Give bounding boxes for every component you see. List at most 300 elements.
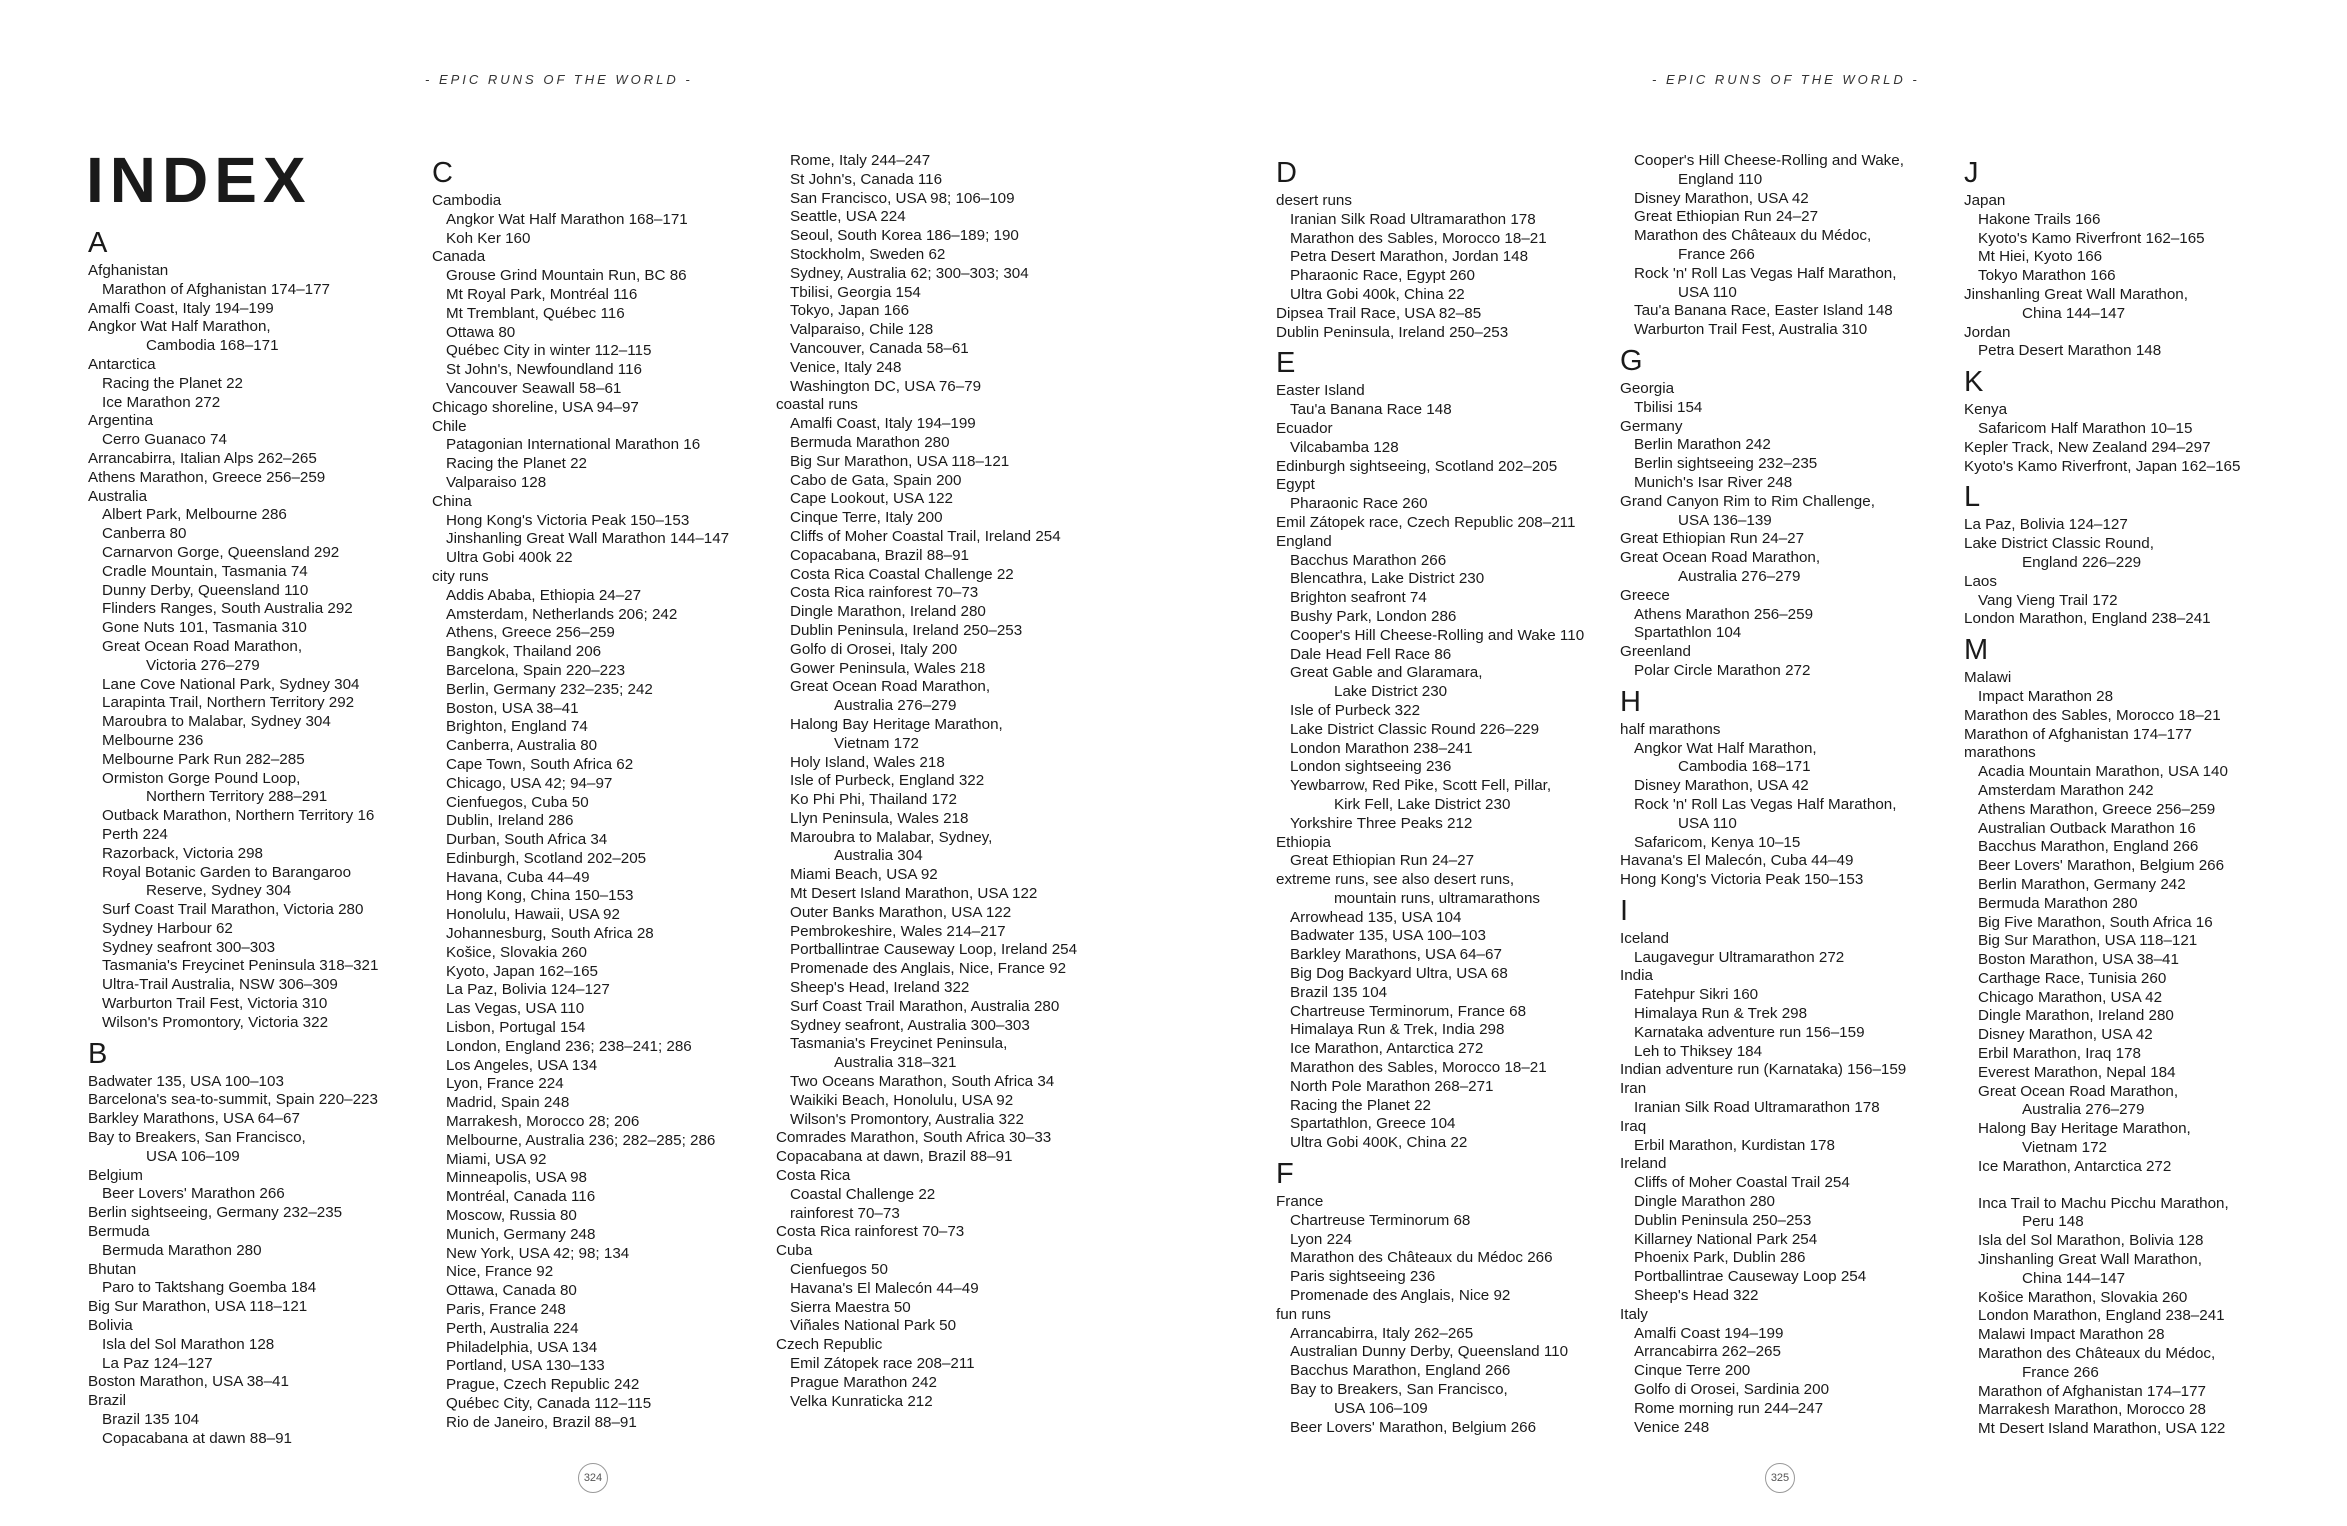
index-subentry: Marrakesh, Morocco 28; 206: [446, 1113, 640, 1131]
index-subentry: Jinshanling Great Wall Marathon,: [1978, 1251, 2202, 1269]
index-subentry: Lisbon, Portugal 154: [446, 1019, 586, 1037]
index-entry: Malawi: [1964, 669, 2012, 687]
index-subentry: Ko Phi Phi, Thailand 172: [790, 791, 957, 809]
index-subentry: Québec City in winter 112–115: [446, 342, 652, 360]
index-entry: Australia: [88, 487, 148, 505]
index-subentry: Tasmania's Freycinet Peninsula 318–321: [102, 957, 379, 975]
index-subentry: Perth, Australia 224: [446, 1319, 579, 1337]
index-subentry: Pharaonic Race, Egypt 260: [1290, 267, 1475, 285]
index-subentry: Patagonian International Marathon 16: [446, 436, 701, 454]
index-subentry: Isle of Purbeck, England 322: [790, 772, 985, 790]
index-subentry: Himalaya Run & Trek 298: [1634, 1005, 1808, 1023]
index-subentry: Edinburgh, Scotland 202–205: [446, 849, 647, 867]
index-section-letter: M: [1964, 634, 1989, 667]
index-entry: Lake District Classic Round,: [1964, 535, 2154, 553]
index-entry: London Marathon, England 238–241: [1964, 610, 2211, 628]
index-subentry: Chicago Marathon, USA 42: [1978, 988, 2163, 1006]
index-subentry: Las Vegas, USA 110: [446, 1000, 585, 1018]
index-subentry: Llyn Peninsula, Wales 218: [790, 809, 969, 827]
index-subentry: Dublin, Ireland 286: [446, 812, 574, 830]
index-subentry: Mt Hiei, Kyoto 166: [1978, 248, 2103, 266]
index-subentry: Mt Royal Park, Montréal 116: [446, 285, 638, 303]
index-subentry: Philadelphia, USA 134: [446, 1338, 598, 1356]
index-subentry: Minneapolis, USA 98: [446, 1169, 587, 1187]
index-subentry: Koh Ker 160: [446, 229, 531, 247]
index-subentry: Flinders Ranges, South Australia 292: [102, 600, 353, 618]
index-subentry: Phoenix Park, Dublin 286: [1634, 1249, 1806, 1267]
index-subentry: Vancouver, Canada 58–61: [790, 339, 969, 357]
index-subentry: Tbilisi 154: [1634, 398, 1703, 416]
index-subentry: Kyoto, Japan 162–165: [446, 962, 599, 980]
index-subentry: Durban, South Africa 34: [446, 831, 608, 849]
index-subentry: London Marathon 238–241: [1290, 739, 1473, 757]
index-entry: Kepler Track, New Zealand 294–297: [1964, 438, 2211, 456]
index-entry: marathons: [1964, 744, 2036, 762]
index-subentry: Marathon of Afghanistan 174–177: [1978, 1382, 2206, 1400]
index-subentry: Kyoto's Kamo Riverfront 162–165: [1978, 229, 2205, 247]
index-entry: desert runs: [1276, 192, 1352, 209]
index-entry-continuation: Australia 318–321: [834, 1054, 957, 1072]
index-subentry: Cooper's Hill Cheese-Rolling and Wake,: [1634, 152, 1904, 169]
index-subentry: Waikiki Beach, Honolulu, USA 92: [790, 1091, 1014, 1109]
index-subentry: Great Ethiopian Run 24–27: [1634, 208, 1819, 226]
index-subentry: Angkor Wat Half Marathon,: [1634, 739, 1817, 757]
index-subentry: Perth 224: [102, 825, 168, 843]
index-subentry: Outer Banks Marathon, USA 122: [790, 903, 1012, 921]
index-entry: Great Ethiopian Run 24–27: [1620, 530, 1805, 548]
index-subentry: Addis Ababa, Ethiopia 24–27: [446, 586, 642, 604]
index-subentry: Chartreuse Terminorum 68: [1290, 1211, 1471, 1229]
index-entry: Kenya: [1964, 401, 2008, 419]
index-entry: Georgia: [1620, 379, 1675, 397]
index-subentry: Washington DC, USA 76–79: [790, 377, 982, 395]
index-subentry: Australian Dunny Derby, Queensland 110: [1290, 1343, 1569, 1361]
index-subentry: Canberra, Australia 80: [446, 737, 598, 755]
index-subentry: Carthage Race, Tunisia 260: [1978, 969, 2167, 987]
index-column-5: [1620, 152, 1920, 1437]
index-subentry: Malawi Impact Marathon 28: [1978, 1326, 2165, 1344]
index-subentry: Isle of Purbeck 322: [1290, 701, 1421, 719]
index-subentry: Dingle Marathon 280: [1634, 1193, 1775, 1211]
index-subentry: Bay to Breakers, San Francisco,: [1290, 1381, 1508, 1399]
index-entry-continuation: USA 110: [1678, 814, 1737, 832]
index-subentry: Rio de Janeiro, Brazil 88–91: [446, 1413, 637, 1431]
index-entry: Barkley Marathons, USA 64–67: [88, 1110, 300, 1128]
index-subentry: Great Ocean Road Marathon,: [102, 637, 303, 655]
index-entry: Bolivia: [88, 1317, 133, 1335]
index-subentry: Marathon des Sables, Morocco 18–21: [1290, 229, 1547, 247]
index-subentry: Angkor Wat Half Marathon 168–171: [446, 210, 688, 228]
index-subentry: Lyon, France 224: [446, 1075, 564, 1093]
index-subentry: Great Ocean Road Marathon,: [790, 678, 991, 696]
index-subentry: Polar Circle Marathon 272: [1634, 661, 1811, 679]
index-section-letter: F: [1276, 1158, 1294, 1191]
running-header-left: - EPIC RUNS OF THE WORLD -: [425, 72, 693, 87]
index-subentry: Surf Coast Trail Marathon, Australia 280: [790, 997, 1060, 1015]
index-subentry: Prague Marathon 242: [790, 1373, 937, 1391]
index-subentry: Isla del Sol Marathon 128: [102, 1335, 275, 1353]
index-section-letter: I: [1620, 894, 1629, 927]
index-subentry: Cinque Terre, Italy 200: [790, 509, 943, 527]
index-subentry: Grouse Grind Mountain Run, BC 86: [446, 267, 687, 285]
index-subentry: London sightseeing 236: [1290, 758, 1452, 776]
index-subentry: Arrowhead 135, USA 104: [1290, 908, 1462, 926]
index-subentry: Sheep's Head, Ireland 322: [790, 979, 970, 997]
index-subentry: Dublin Peninsula 250–253: [1634, 1211, 1812, 1229]
index-subentry: Golfo di Orosei, Italy 200: [790, 640, 958, 658]
index-subentry: Rock 'n' Roll Las Vegas Half Marathon,: [1634, 264, 1897, 282]
index-entry-continuation: France 266: [2022, 1363, 2099, 1381]
index-subentry: Everest Marathon, Nepal 184: [1978, 1063, 2176, 1081]
index-entry: Emil Zátopek race, Czech Republic 208–211: [1276, 513, 1576, 531]
index-subentry: Brighton, England 74: [446, 718, 588, 736]
index-subentry: Lyon 224: [1290, 1230, 1352, 1248]
index-subentry: Dunny Derby, Queensland 110: [102, 581, 309, 599]
index-subentry: Vang Vieng Trail 172: [1978, 591, 2118, 609]
index-column-4: [1276, 152, 1585, 1437]
index-entry: Cambodia: [432, 192, 502, 209]
index-subentry: Marathon des Châteaux du Médoc,: [1634, 227, 1872, 245]
index-entry: Jinshanling Great Wall Marathon,: [1964, 285, 2188, 303]
index-subentry: Canberra 80: [102, 525, 187, 543]
running-header-right: - EPIC RUNS OF THE WORLD -: [1652, 72, 1920, 87]
index-subentry: Košice, Slovakia 260: [446, 943, 587, 961]
index-spacer: [1964, 1177, 2264, 1195]
index-column-1: [88, 222, 388, 1449]
index-entry-continuation: Kirk Fell, Lake District 230: [1334, 795, 1511, 813]
index-subentry: La Paz 124–127: [102, 1354, 213, 1372]
index-entry-continuation: Australia 276–279: [2022, 1101, 2145, 1119]
index-entry-continuation: Lake District 230: [1334, 683, 1448, 701]
index-subentry: Bacchus Marathon 266: [1290, 551, 1447, 569]
index-entry: Dipsea Trail Race, USA 82–85: [1276, 304, 1482, 322]
index-section-letter: D: [1276, 157, 1297, 189]
index-subentry: Halong Bay Heritage Marathon,: [1978, 1120, 2191, 1138]
index-entry: Indian adventure run (Karnataka) 156–159: [1620, 1061, 1907, 1079]
index-entry: Kyoto's Kamo Riverfront, Japan 162–165: [1964, 457, 2241, 475]
index-section-letter: G: [1620, 344, 1643, 377]
index-subentry: Lake District Classic Round 226–229: [1290, 720, 1540, 738]
index-entry: Ethiopia: [1276, 833, 1331, 851]
index-subentry: Valparaiso, Chile 128: [790, 321, 934, 339]
index-subentry: Jinshanling Great Wall Marathon 144–147: [446, 530, 730, 548]
index-entry: Chile: [432, 417, 467, 435]
index-entry: China: [432, 492, 472, 510]
index-subentry: Cinque Terre 200: [1634, 1362, 1751, 1380]
index-subentry: Carnarvon Gorge, Queensland 292: [102, 543, 340, 561]
index-subentry: Erbil Marathon, Iraq 178: [1978, 1045, 2141, 1063]
index-entry-continuation: Cambodia 168–171: [146, 337, 279, 355]
index-subentry: Wilson's Promontory, Victoria 322: [102, 1013, 329, 1031]
index-subentry: Portballintrae Causeway Loop, Ireland 254: [790, 941, 1078, 959]
index-subentry: Dale Head Fell Race 86: [1290, 645, 1452, 663]
index-subentry: Munich, Germany 248: [446, 1225, 596, 1243]
index-section-letter: A: [88, 227, 108, 259]
index-subentry: Cienfuegos, Cuba 50: [446, 793, 589, 811]
index-subentry: Amalfi Coast 194–199: [1634, 1324, 1784, 1342]
index-subentry: Impact Marathon 28: [1978, 687, 2114, 705]
index-subentry: Paro to Taktshang Goemba 184: [102, 1279, 317, 1297]
index-subentry: Tasmania's Freycinet Peninsula,: [790, 1035, 1008, 1053]
index-entry-continuation: USA 106–109: [1334, 1399, 1428, 1417]
index-subentry: St John's, Newfoundland 116: [446, 361, 642, 379]
index-subentry: Johannesburg, South Africa 28: [446, 925, 654, 943]
index-subentry: Erbil Marathon, Kurdistan 178: [1634, 1136, 1835, 1154]
index-entry-continuation: mountain runs, ultramarathons: [1334, 889, 1540, 907]
index-section-letter: K: [1964, 366, 1984, 399]
index-subentry: Big Sur Marathon, USA 118–121: [790, 452, 1010, 470]
index-section-letter: B: [88, 1037, 108, 1070]
index-section-letter: H: [1620, 685, 1641, 718]
index-subentry: Sydney, Australia 62; 300–303; 304: [790, 264, 1029, 282]
index-subentry: San Francisco, USA 98; 106–109: [790, 189, 1015, 207]
index-subentry: Karnataka adventure run 156–159: [1634, 1023, 1865, 1041]
index-entry: extreme runs, see also desert runs,: [1276, 871, 1515, 889]
index-subentry: Disney Marathon, USA 42: [1978, 1026, 2153, 1044]
index-entry: Havana's El Malecón, Cuba 44–49: [1620, 852, 1854, 870]
index-subentry: Marathon des Châteaux du Médoc,: [1978, 1345, 2216, 1363]
index-entry: Costa Rica: [776, 1167, 851, 1185]
index-subentry: Leh to Thiksey 184: [1634, 1042, 1763, 1060]
index-entry: England: [1276, 532, 1332, 550]
index-subentry: North Pole Marathon 268–271: [1290, 1077, 1494, 1095]
index-subentry: Miami Beach, USA 92: [790, 866, 938, 884]
index-subentry: Big Five Marathon, South Africa 16: [1978, 913, 2213, 931]
index-entry: Germany: [1620, 417, 1683, 435]
index-subentry: Maroubra to Malabar, Sydney 304: [102, 713, 331, 731]
index-subentry: Mt Desert Island Marathon, USA 122: [790, 885, 1038, 903]
index-subentry: Berlin sightseeing 232–235: [1634, 455, 1818, 473]
index-entry: Bhutan: [88, 1260, 137, 1278]
index-subentry: Melbourne Park Run 282–285: [102, 750, 305, 768]
index-subentry: Blencathra, Lake District 230: [1290, 570, 1485, 588]
index-entry-continuation: Australia 276–279: [834, 697, 957, 715]
index-subentry: Bermuda Marathon 280: [102, 1241, 262, 1259]
index-entry: La Paz, Bolivia 124–127: [1964, 516, 2128, 534]
index-entry: Antarctica: [88, 355, 156, 373]
index-subentry: Beer Lovers' Marathon, Belgium 266: [1978, 857, 2225, 875]
index-entry: Ecuador: [1276, 419, 1333, 437]
index-subentry: Amsterdam Marathon 242: [1978, 781, 2154, 799]
index-subentry: Amalfi Coast, Italy 194–199: [790, 415, 976, 433]
index-entry: Bermuda: [88, 1223, 150, 1241]
index-entry: Marathon des Sables, Morocco 18–21: [1964, 706, 2221, 724]
index-subentry: Cienfuegos 50: [790, 1261, 888, 1279]
index-subentry: Tau'a Banana Race, Easter Island 148: [1634, 302, 1893, 320]
index-entry: coastal runs: [776, 396, 858, 414]
index-subentry: Gower Peninsula, Wales 218: [790, 659, 986, 677]
index-subentry: Safaricom, Kenya 10–15: [1634, 833, 1801, 851]
index-subentry: Havana, Cuba 44–49: [446, 868, 590, 886]
index-subentry: Tokyo, Japan 166: [790, 302, 910, 320]
index-subentry: Marathon des Châteaux du Médoc 266: [1290, 1249, 1553, 1267]
index-entry-continuation: Reserve, Sydney 304: [146, 882, 292, 900]
index-subentry: Beer Lovers' Marathon, Belgium 266: [1290, 1418, 1537, 1436]
index-column-3: [776, 152, 1076, 1411]
index-entry: Berlin sightseeing, Germany 232–235: [88, 1204, 343, 1222]
index-subentry: Montréal, Canada 116: [446, 1188, 596, 1206]
index-entry: Big Sur Marathon, USA 118–121: [88, 1298, 308, 1316]
index-subentry: Albert Park, Melbourne 286: [102, 506, 287, 524]
index-entry: Afghanistan: [88, 262, 169, 279]
index-subentry: Barcelona, Spain 220–223: [446, 661, 626, 679]
index-entry-continuation: Australia 276–279: [1678, 567, 1801, 585]
index-entry: Copacabana at dawn, Brazil 88–91: [776, 1148, 1013, 1166]
index-subentry: Dublin Peninsula, Ireland 250–253: [790, 621, 1023, 639]
index-subentry: Isla del Sol Marathon, Bolivia 128: [1978, 1232, 2204, 1250]
index-subentry: Sydney seafront, Australia 300–303: [790, 1016, 1030, 1034]
index-subentry: Sheep's Head 322: [1634, 1287, 1759, 1305]
index-subentry: Cape Town, South Africa 62: [446, 755, 634, 773]
index-subentry: Athens Marathon, Greece 256–259: [1978, 800, 2216, 818]
index-subentry: Gone Nuts 101, Tasmania 310: [102, 619, 307, 637]
index-subentry: Ormiston Gorge Pound Loop,: [102, 769, 301, 787]
index-subentry: Madrid, Spain 248: [446, 1094, 570, 1112]
index-entry: Egypt: [1276, 476, 1315, 494]
index-subentry: Killarney National Park 254: [1634, 1230, 1818, 1248]
index-subentry: Miami, USA 92: [446, 1150, 547, 1168]
index-subentry: Costa Rica Coastal Challenge 22: [790, 565, 1014, 583]
index-subentry: Coastal Challenge 22: [790, 1185, 936, 1203]
index-entry-continuation: USA 106–109: [146, 1147, 240, 1165]
index-entry: Iran: [1620, 1080, 1647, 1098]
index-entry: Argentina: [88, 412, 154, 430]
index-subentry: Yewbarrow, Red Pike, Scott Fell, Pillar,: [1290, 777, 1552, 795]
index-subentry: Laugavegur Ultramarathon 272: [1634, 948, 1845, 966]
index-subentry: Sydney Harbour 62: [102, 919, 233, 937]
index-entry-continuation: China 144–147: [2022, 304, 2126, 322]
index-entry: half marathons: [1620, 720, 1721, 738]
index-subentry: Disney Marathon, USA 42: [1634, 189, 1809, 207]
index-subentry: Tokyo Marathon 166: [1978, 267, 2116, 285]
index-column-6: [1964, 152, 2264, 1439]
index-entry: Ireland: [1620, 1155, 1667, 1173]
index-subentry: Cliffs of Moher Coastal Trail 254: [1634, 1174, 1850, 1192]
index-subentry: Inca Trail to Machu Picchu Marathon,: [1978, 1194, 2229, 1212]
index-subentry: Velka Kunraticka 212: [790, 1392, 933, 1410]
index-subentry: Razorback, Victoria 298: [102, 844, 263, 862]
index-subentry: Rome, Italy 244–247: [790, 152, 931, 169]
index-subentry: Petra Desert Marathon, Jordan 148: [1290, 248, 1529, 266]
index-entry: Jordan: [1964, 323, 2011, 341]
index-subentry: Big Sur Marathon, USA 118–121: [1978, 932, 2198, 950]
index-entry-continuation: China 144–147: [2022, 1269, 2126, 1287]
page-number-left: 324: [578, 1463, 608, 1493]
index-subentry: Acadia Mountain Marathon, USA 140: [1978, 763, 2228, 781]
index-subentry: Tau'a Banana Race 148: [1290, 401, 1452, 419]
index-entry: Iceland: [1620, 929, 1669, 947]
index-subentry: Vancouver Seawall 58–61: [446, 379, 622, 397]
index-subentry: Great Ocean Road Marathon,: [1978, 1082, 2179, 1100]
index-subentry: Cabo de Gata, Spain 200: [790, 471, 962, 489]
index-section-letter: J: [1964, 157, 1979, 189]
page-title: INDEX: [86, 144, 312, 216]
index-entry-continuation: Peru 148: [2022, 1213, 2084, 1231]
index-subentry: Dingle Marathon, Ireland 280: [1978, 1007, 2174, 1025]
index-subentry: La Paz, Bolivia 124–127: [446, 981, 610, 999]
index-subentry: Hakone Trails 166: [1978, 210, 2101, 228]
index-subentry: Barkley Marathons, USA 64–67: [1290, 946, 1502, 964]
index-subentry: Munich's Isar River 248: [1634, 473, 1793, 491]
index-entry: Arrancabirra, Italian Alps 262–265: [88, 449, 317, 467]
index-subentry: Tbilisi, Georgia 154: [790, 283, 921, 301]
index-subentry: Two Oceans Marathon, South Africa 34: [790, 1073, 1055, 1091]
index-subentry: Havana's El Malecón 44–49: [790, 1279, 979, 1297]
index-subentry: Disney Marathon, USA 42: [1634, 777, 1809, 795]
index-subentry: Big Dog Backyard Ultra, USA 68: [1290, 965, 1508, 983]
index-subentry: Bermuda Marathon 280: [790, 433, 950, 451]
index-entry-continuation: England 110: [1678, 170, 1763, 188]
index-subentry: Mt Tremblant, Québec 116: [446, 304, 625, 322]
index-entry: Belgium: [88, 1166, 143, 1184]
index-entry: Bay to Breakers, San Francisco,: [88, 1129, 306, 1147]
index-subentry: Québec City, Canada 112–115: [446, 1395, 652, 1412]
index-subentry: Brighton seafront 74: [1290, 589, 1427, 607]
index-subentry: Beer Lovers' Marathon 266: [102, 1185, 285, 1203]
index-subentry: Golfo di Orosei, Sardinia 200: [1634, 1381, 1830, 1399]
index-subentry: Cliffs of Moher Coastal Trail, Ireland 254: [790, 527, 1061, 545]
index-entry: Marathon of Afghanistan 174–177: [1964, 725, 2192, 743]
index-subentry: Fatehpur Sikri 160: [1634, 986, 1759, 1004]
index-entry-continuation: Northern Territory 288–291: [146, 788, 328, 806]
index-subentry: Halong Bay Heritage Marathon,: [790, 715, 1003, 733]
index-subentry: Surf Coast Trail Marathon, Victoria 280: [102, 901, 364, 919]
index-entry-continuation: Vietnam 172: [2022, 1139, 2107, 1157]
index-subentry: Ultra-Trail Australia, NSW 306–309: [102, 976, 338, 994]
index-entry: Comrades Marathon, South Africa 30–33: [776, 1129, 1052, 1147]
index-subentry: Holy Island, Wales 218: [790, 753, 945, 771]
index-subentry: Pembrokeshire, Wales 214–217: [790, 922, 1006, 940]
index-entry: Greenland: [1620, 643, 1691, 661]
index-subentry: Bacchus Marathon, England 266: [1978, 838, 2199, 856]
index-entry: Edinburgh sightseeing, Scotland 202–205: [1276, 457, 1558, 475]
index-subentry: Portland, USA 130–133: [446, 1357, 605, 1375]
index-subentry: Marathon des Sables, Morocco 18–21: [1290, 1059, 1547, 1077]
index-subentry: Seattle, USA 224: [790, 208, 906, 226]
index-subentry: Iranian Silk Road Ultramarathon 178: [1634, 1099, 1880, 1117]
index-entry: Greece: [1620, 586, 1670, 604]
index-subentry: Honolulu, Hawaii, USA 92: [446, 906, 620, 924]
index-entry: Cuba: [776, 1242, 813, 1260]
index-subentry: Marrakesh Marathon, Morocco 28: [1978, 1401, 2206, 1419]
index-subentry: Cerro Guanaco 74: [102, 431, 227, 449]
index-entry: France: [1276, 1193, 1324, 1211]
index-subentry: Promenade des Anglais, Nice, France 92: [790, 960, 1067, 978]
index-entry-continuation: France 266: [1678, 245, 1755, 263]
index-entry: India: [1620, 967, 1653, 985]
index-subentry: Mt Desert Island Marathon, USA 122: [1978, 1420, 2226, 1438]
index-entry-continuation: Cambodia 168–171: [1678, 758, 1811, 776]
index-subentry: Safaricom Half Marathon 10–15: [1978, 419, 2193, 437]
index-subentry: Arrancabirra 262–265: [1634, 1343, 1781, 1361]
index-subentry: Paris, France 248: [446, 1301, 566, 1319]
index-subentry: Pharaonic Race 260: [1290, 495, 1428, 513]
index-entry: Dublin Peninsula, Ireland 250–253: [1276, 323, 1509, 341]
index-subentry: Copacabana, Brazil 88–91: [790, 546, 970, 564]
index-entry-continuation: England 226–229: [2022, 553, 2142, 571]
index-entry: Easter Island: [1276, 382, 1365, 400]
index-subentry: Himalaya Run & Trek, India 298: [1290, 1021, 1505, 1039]
index-entry-continuation: Victoria 276–279: [146, 656, 260, 674]
index-subentry: Boston, USA 38–41: [446, 699, 579, 717]
index-entry-continuation: USA 110: [1678, 283, 1737, 301]
index-subentry: Spartathlon 104: [1634, 624, 1742, 642]
index-subentry: Ottawa, Canada 80: [446, 1282, 577, 1300]
index-subentry: Ice Marathon, Antarctica 272: [1290, 1040, 1484, 1058]
index-subentry: Ultra Gobi 400k 22: [446, 549, 573, 567]
index-entry: city runs: [432, 567, 489, 585]
index-subentry: Australian Outback Marathon 16: [1978, 819, 2196, 837]
